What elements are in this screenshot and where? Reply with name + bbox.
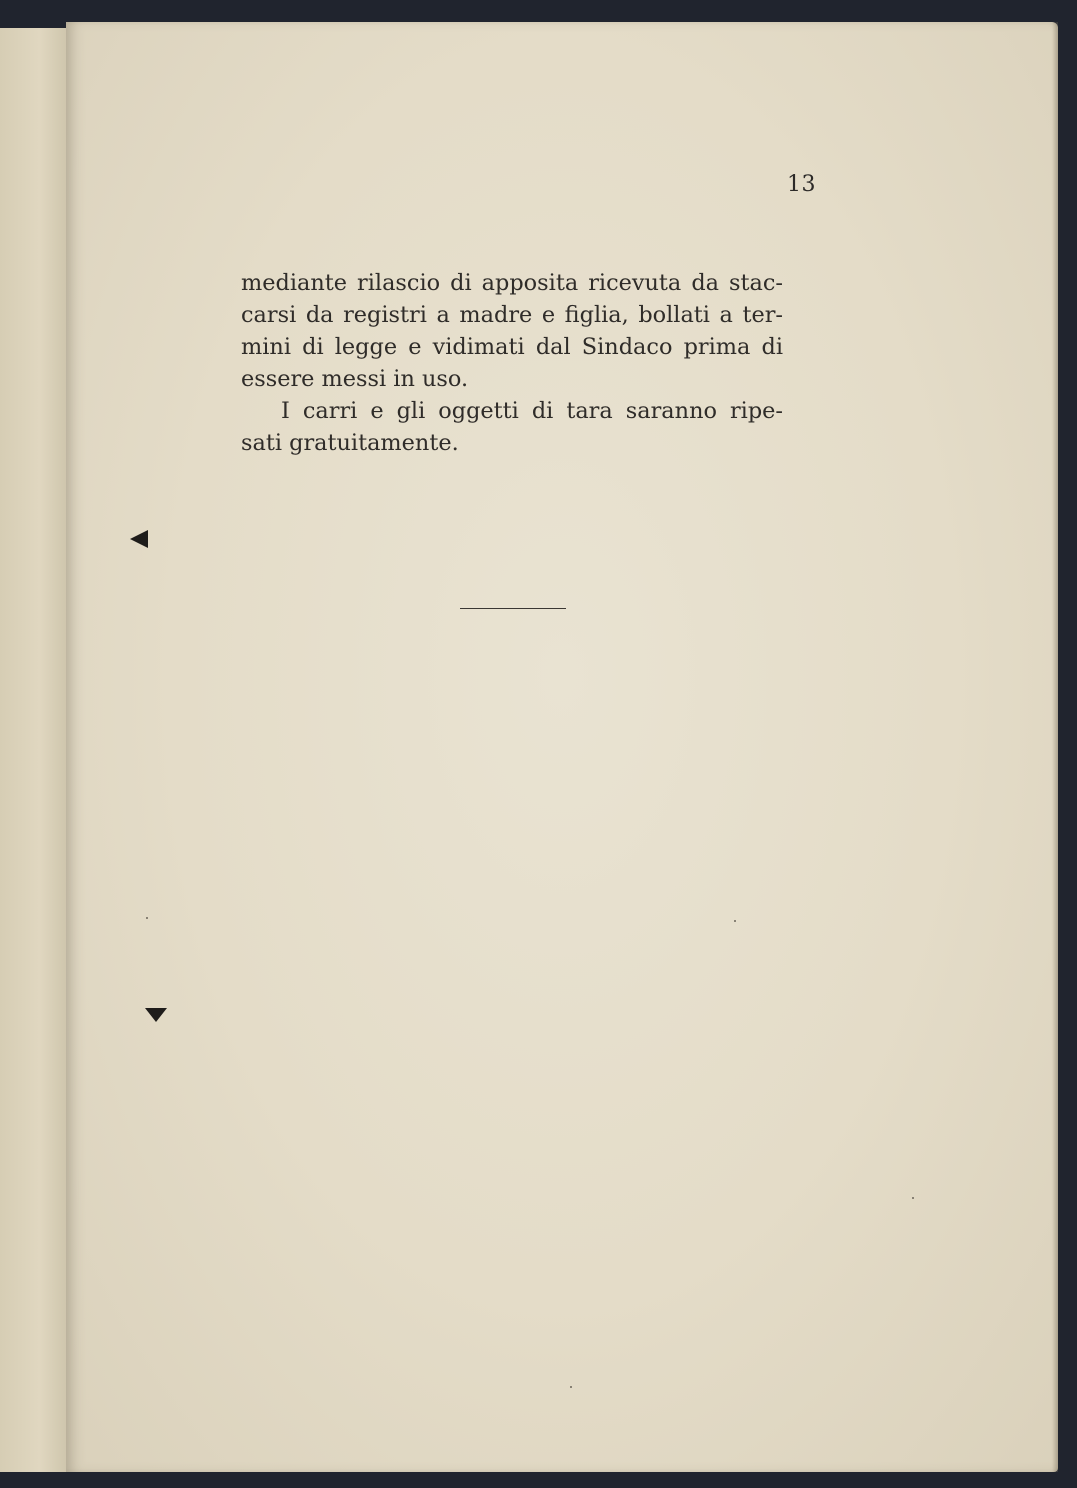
text-line: mini di legge e vidimati dal Sindaco prima di: [241, 334, 783, 360]
page-number: 13: [787, 172, 816, 197]
text-line: mediante rilascio di apposita ricevuta da stac-: [241, 270, 783, 296]
text-line: sati gratuitamente.: [241, 430, 459, 456]
paper-speck: [570, 1386, 572, 1388]
text-line: I carri e gli oggetti di tara saranno ripe-: [281, 398, 783, 424]
section-end-rule: [460, 608, 566, 609]
body-text: [241, 267, 783, 459]
text-line: essere messi in uso.: [241, 366, 469, 392]
paper-speck: [146, 917, 148, 919]
paper-speck: [912, 1197, 914, 1199]
binding-hole-mark: [130, 530, 148, 548]
facing-page-edge: [0, 28, 67, 1472]
document-page: [66, 22, 1058, 1472]
text-line: carsi da registri a madre e figlia, bollati a ter-: [241, 302, 783, 328]
page-edge-shadow: [1052, 22, 1058, 1472]
binding-hole-mark: [145, 1008, 167, 1022]
paper-speck: [734, 920, 736, 922]
